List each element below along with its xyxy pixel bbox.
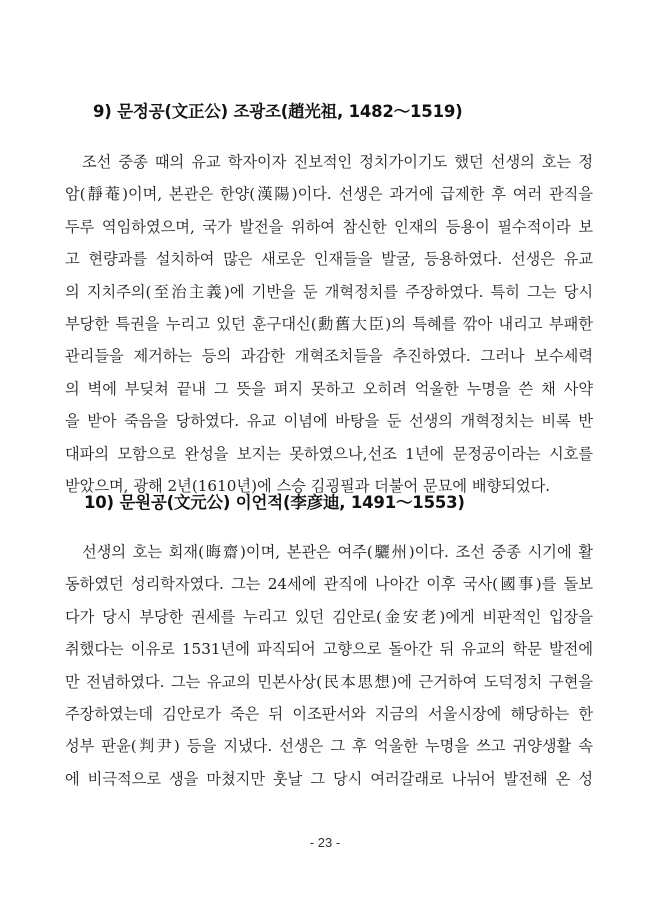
paragraph-line: 부당한 특권을 누리고 있던 훈구대신(勳舊大臣)의 특혜를 깎아 내리고 부패한: [65, 314, 593, 333]
paragraph-line: 취했다는 이유로 1531년에 파직되어 고향으로 돌아간 뒤 유교의 학문 발전에: [65, 640, 593, 659]
paragraph-line: 대파의 모함으로 완성을 보지는 못하였으나,선조 1년에 문정공이라는 시호를: [65, 444, 593, 463]
paragraph-line: 받았으며, 광해 2년(1610년)에 스승 김굉필과 더불어 문묘에 배향되었다.: [65, 476, 551, 495]
paragraph-line: 조선 중종 때의 유교 학자이자 진보적인 정치가이기도 했던 선생의 호는 정: [82, 153, 593, 171]
section-9-paragraph: [65, 146, 593, 502]
paragraph-line: 성부 판윤(判尹) 등을 지냈다. 선생은 그 후 억울한 누명을 쓰고 귀양생활 속: [65, 737, 593, 756]
paragraph-line: 관리들을 제거하는 등의 과감한 개혁조치들을 추진하였다. 그러나 보수세력: [65, 347, 593, 366]
paragraph-line: 을 받아 죽음을 당하였다. 유교 이념에 바탕을 둔 선생의 개혁정치는 비록 반: [65, 412, 593, 431]
paragraph-line: 의 벽에 부딪쳐 끝내 그 뜻을 펴지 못하고 오히려 억울한 누명을 쓴 채 사약: [65, 379, 593, 398]
paragraph-line: 에 비극적으로 생을 마쳤지만 훗날 그 당시 여러갈래로 나뉘어 발전해 온 성: [65, 769, 593, 788]
paragraph-line: 주장하였는데 김안로가 죽은 뒤 이조판서와 지금의 서울시장에 해당하는 한: [65, 704, 593, 723]
paragraph-line: 동하였던 성리학자였다. 그는 24세에 관직에 나아간 이후 국사(國事)를 돌보: [65, 575, 593, 594]
paragraph-line: 만 전념하였다. 그는 유교의 민본사상(民本思想)에 근거하여 도덕정치 구현을: [65, 672, 593, 691]
paragraph-line: 고 현량과를 설치하여 많은 새로운 인재들을 발굴, 등용하였다. 선생은 유교: [65, 250, 593, 269]
section-9-heading: 9) 문정공(文正公) 조광조(趙光祖, 1482～1519): [93, 102, 463, 121]
page-number: - 23 -: [309, 835, 341, 850]
section-10-heading: 10) 문원공(文元公) 이언적(李彦迪, 1491～1553): [84, 493, 465, 512]
paragraph-line: 다가 당시 부당한 권세를 누리고 있던 김안로(金安老)에게 비판적인 입장을: [65, 607, 593, 626]
section-10-paragraph: [65, 536, 593, 795]
paragraph-line: 의 지치주의(至治主義)에 기반을 둔 개혁정치를 주장하였다. 특히 그는 당시: [65, 282, 593, 301]
paragraph-line: 두루 역임하였으며, 국가 발전을 위하여 참신한 인재의 등용이 필수적이라 보: [65, 217, 593, 236]
paragraph-line: 선생의 호는 회재(晦齋)이며, 본관은 여주(驪州)이다. 조선 중종 시기에 활: [82, 543, 593, 561]
paragraph-line: 암(靜菴)이며, 본관은 한양(漢陽)이다. 선생은 과거에 급제한 후 여러 관직을: [65, 185, 593, 204]
